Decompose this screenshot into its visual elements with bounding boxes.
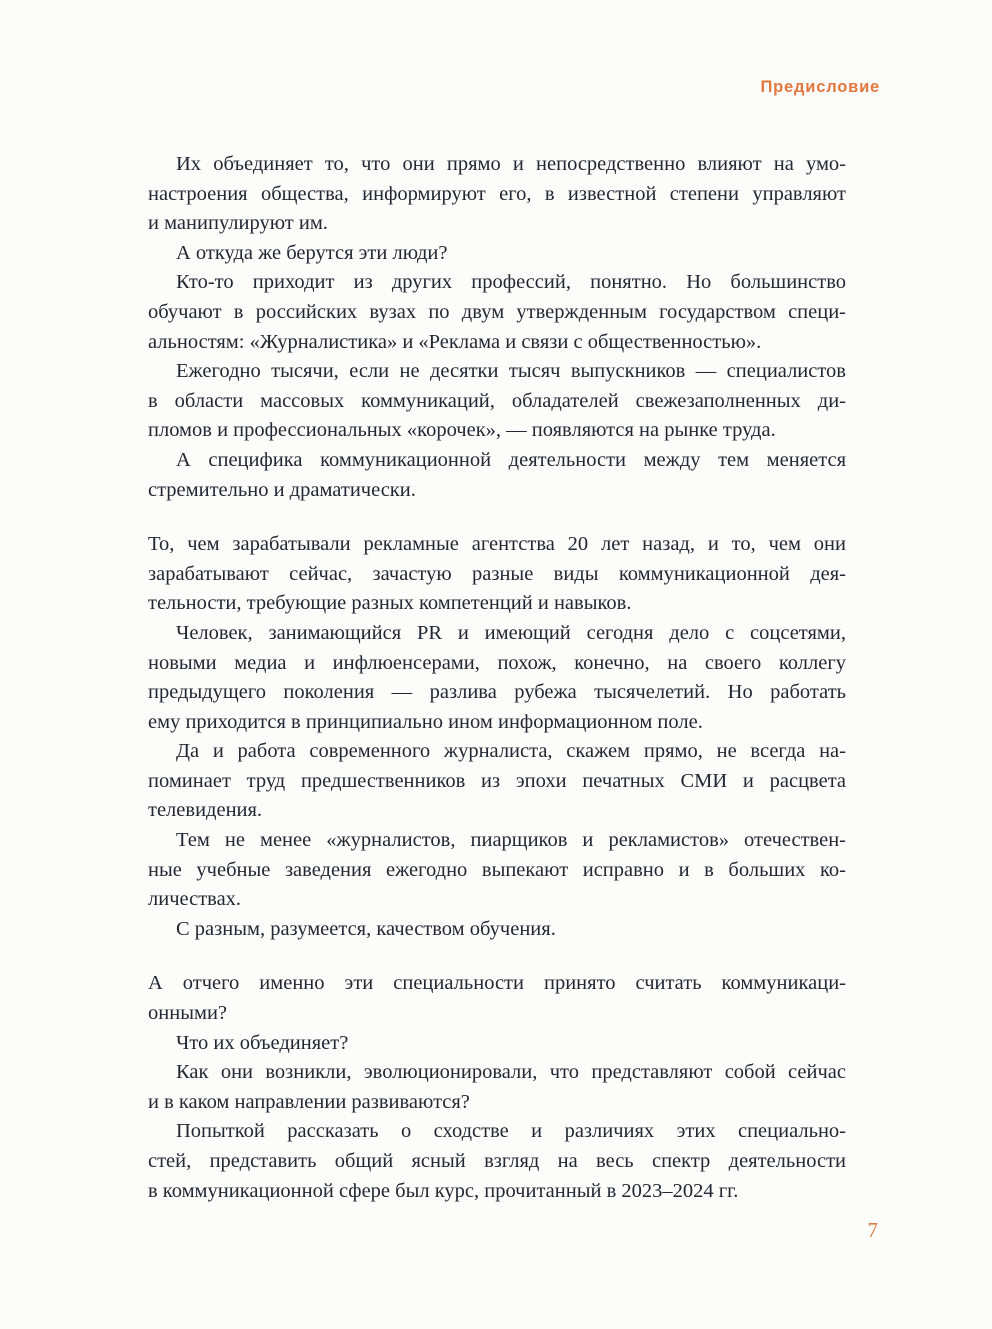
text-line: Человек, занимающийся PR и имеющий сегодня дело с соцсетями, [176,621,846,644]
text-line: онными? [148,1002,228,1025]
text-line: и в каком направлении развиваются? [148,1090,470,1113]
text-line: пломов и профессиональных «корочек», — появляются на рынке труда. [148,419,776,442]
text-line: С разным, разумеется, качеством обучения. [176,917,556,940]
body-paragraph [148,1058,846,1117]
text-line: стей, представить общий ясный взгляд на весь спектр деятельности [148,1150,846,1172]
text-line: ему приходится в принципиально ином информационном поле. [148,710,703,733]
text-line: Тем не менее «журналистов, пиарщиков и рекламистов» отечествен- [176,829,846,852]
text-line: тельности, требующие разных компетенций и навыков. [148,592,632,615]
text-line: ные учебные заведения ежегодно выпекают исправно и в больших ко- [148,858,846,881]
text-line: и манипулируют им. [148,212,328,235]
text-line: Да и работа современного журналиста, скажем прямо, не всегда на- [176,740,846,763]
text-line: в области массовых коммуникаций, обладателей свежезаполненных ди- [148,389,846,412]
text-line: личествах. [148,888,242,911]
text-line: альностям: «Журналистика» и «Реклама и связи с общественностью». [148,330,762,353]
text-line: Их объединяет то, что они прямо и непосредственно влияют на умо- [176,153,846,175]
text-line: поминает труд предшественников из эпохи печатных СМИ и расцвета [148,769,846,792]
text-line: предыдущего поколения — разлива рубежа тысячелетий. Но работать [148,681,846,704]
page-body [148,150,846,1206]
body-paragraph [148,1117,846,1206]
text-line: обучают в российских вузах по двум утвержденным государством специ- [148,300,846,323]
text-line: телевидения. [148,799,263,822]
text-line: То, чем зарабатывали рекламные агентства 20 лет назад, и то, чем они [148,533,846,556]
body-paragraph [148,915,846,945]
running-head: Предисловие [760,78,880,96]
page-number: 7 [867,1218,878,1242]
body-paragraph [148,446,846,505]
text-line: А специфика коммуникационной деятельности между тем меняется [176,448,846,471]
body-paragraph [148,1029,846,1059]
body-paragraph [148,530,846,619]
body-paragraph [148,357,846,446]
text-line: настроения общества, информируют его, в известной степени управляют [148,182,846,205]
body-paragraph [148,969,846,1028]
text-line: А отчего именно эти специальности принято считать коммуникаци- [148,972,846,995]
text-line: Кто-то приходит из других профессий, понятно. Но большинство [176,271,846,294]
text-line: Что их объединяет? [176,1031,349,1054]
text-line: зарабатывают сейчас, зачастую разные виды коммуникационной дея- [148,562,846,585]
text-line: А откуда же берутся эти люди? [176,241,448,264]
text-line: Как они возникли, эволюционировали, что представляют собой сейчас [176,1061,846,1084]
text-line: Ежегодно тысячи, если не десятки тысяч выпускников — специалистов [176,360,846,383]
body-paragraph [148,737,846,826]
body-paragraph [148,619,846,737]
body-paragraph [148,268,846,357]
text-line: стремительно и драматически. [148,478,416,501]
body-paragraph [148,239,846,269]
text-line: новыми медиа и инфлюенсерами, похож, конечно, на своего коллегу [148,651,846,674]
text-line: Попыткой рассказать о сходстве и различиях этих специально- [176,1120,846,1143]
body-paragraph [148,150,846,239]
body-paragraph [148,826,846,915]
text-line: в коммуникационной сфере был курс, прочитанный в 2023–2024 гг. [148,1179,739,1202]
